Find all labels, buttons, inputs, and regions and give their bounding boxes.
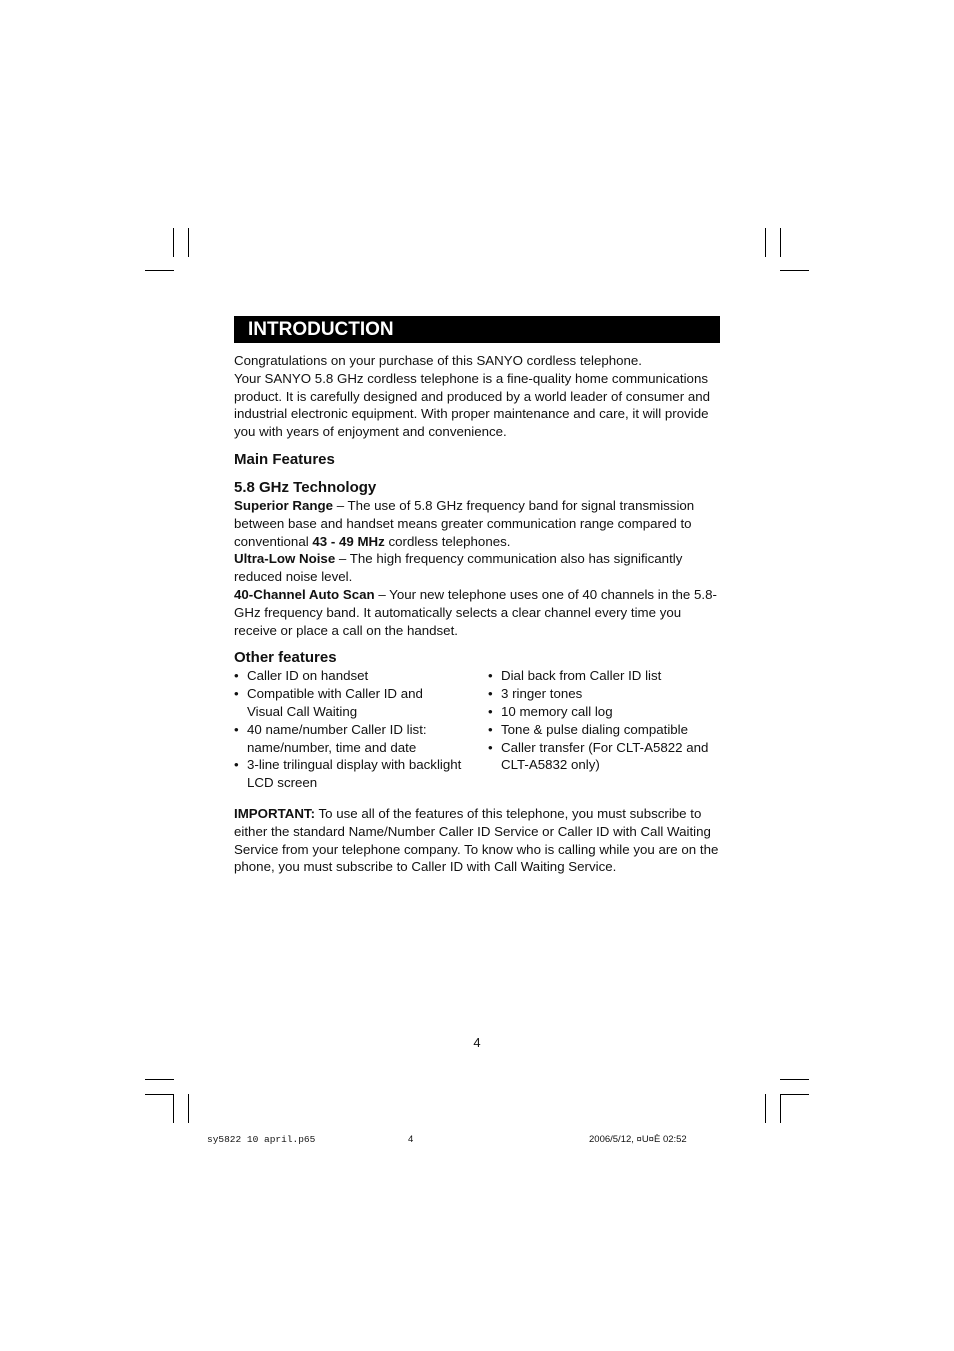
list-item: • 3-line trilingual display with backlight LCD screen — [234, 757, 462, 791]
features-left-column — [234, 667, 488, 792]
bullet-icon: • — [488, 721, 493, 737]
list-item: • 40 name/number Caller ID list: name/number, time and date — [234, 721, 427, 755]
superior-range-paragraph — [234, 497, 724, 550]
main-content — [234, 352, 724, 876]
crop-mark — [780, 1079, 809, 1080]
main-features-heading: Main Features — [234, 450, 335, 468]
crop-mark — [173, 228, 174, 257]
crop-mark — [780, 1094, 809, 1095]
superior-range-label: Superior Range — [234, 497, 334, 513]
list-item: • 10 memory call log — [488, 703, 613, 719]
crop-mark — [780, 228, 781, 257]
crop-mark — [145, 1094, 174, 1095]
list-item: • Caller ID on handset — [234, 668, 369, 684]
page-number: 4 — [473, 1035, 481, 1050]
auto-scan-paragraph — [234, 586, 724, 639]
section-title: INTRODUCTION — [248, 319, 394, 340]
slug-page: 4 — [408, 1134, 414, 1145]
bullet-icon: • — [488, 686, 493, 702]
frequency-band: 43 - 49 MHz — [312, 533, 385, 549]
section-banner — [234, 316, 720, 343]
list-item: • Caller transfer (For CLT-A5822 and CLT-A5832 only) — [488, 739, 709, 773]
bullet-icon: • — [234, 757, 239, 773]
intro-paragraph — [234, 352, 724, 441]
auto-scan-label: 40-Channel Auto Scan — [234, 586, 375, 602]
list-item: • 3 ringer tones — [488, 686, 583, 702]
features-columns — [234, 667, 724, 792]
bullet-icon: • — [488, 703, 493, 719]
crop-mark — [780, 1094, 781, 1123]
superior-range-text-a: – The use of 5.8 GHz frequency band for signal transmission between base and handset means greater communication range compared to conventional — [234, 497, 695, 549]
ultra-low-noise-paragraph — [234, 550, 724, 586]
intro-line-2: Your SANYO 5.8 GHz cordless telephone is a fine-quality home communications product. It is carefully designed and produced by a world leader of consumer and industrial electronic equipment. With proper maintenance and care, it will provide you with years of enjoyment and convenience. — [234, 370, 711, 440]
crop-mark — [188, 228, 189, 257]
list-item: • Tone & pulse dialing compatible — [488, 721, 689, 737]
bullet-icon: • — [488, 668, 493, 684]
tech-heading: 5.8 GHz Technology — [234, 478, 377, 496]
features-right-column — [488, 667, 724, 792]
bullet-icon: • — [234, 721, 239, 737]
important-label: IMPORTANT: — [234, 805, 316, 821]
intro-line-1: Congratulations on your purchase of this SANYO cordless telephone. — [234, 353, 643, 368]
crop-mark — [145, 1079, 174, 1080]
list-item: • Compatible with Caller ID and Visual Call Waiting — [234, 686, 423, 719]
crop-mark — [145, 270, 174, 271]
slug-filename: sy5822 10 april.p65 — [207, 1134, 316, 1145]
slug-date: 2006/5/12, ¤U¤È 02:52 — [589, 1134, 687, 1145]
list-item: • Dial back from Caller ID list — [488, 668, 662, 684]
important-text: To use all of the features of this telephone, you must subscribe to either the standard Name/Number Caller ID Service or Caller ID with Call Waiting Service from your telephone company. To know who is calling while you are on the phone, you must subscribe to Caller ID with Call Waiting Service. — [234, 805, 719, 875]
crop-mark — [765, 228, 766, 257]
superior-range-text-b: cordless telephones. — [384, 533, 511, 549]
crop-mark — [780, 270, 809, 271]
auto-scan-text: – Your new telephone uses one of 40 channels in the 5.8-GHz frequency band. It automatically selects a clear channel every time you receive or place a call on the handset. — [234, 586, 717, 638]
bullet-icon: • — [488, 739, 493, 755]
ultra-low-noise-text: – The high frequency communication also has significantly reduced noise level. — [234, 551, 683, 585]
other-features-heading: Other features — [234, 649, 337, 667]
important-paragraph — [234, 805, 724, 876]
ultra-low-noise-label: Ultra-Low Noise — [234, 551, 336, 567]
bullet-icon: • — [234, 686, 239, 702]
bullet-icon: • — [234, 668, 239, 684]
crop-mark — [173, 1094, 174, 1123]
crop-mark — [188, 1094, 189, 1123]
crop-mark — [765, 1094, 766, 1123]
